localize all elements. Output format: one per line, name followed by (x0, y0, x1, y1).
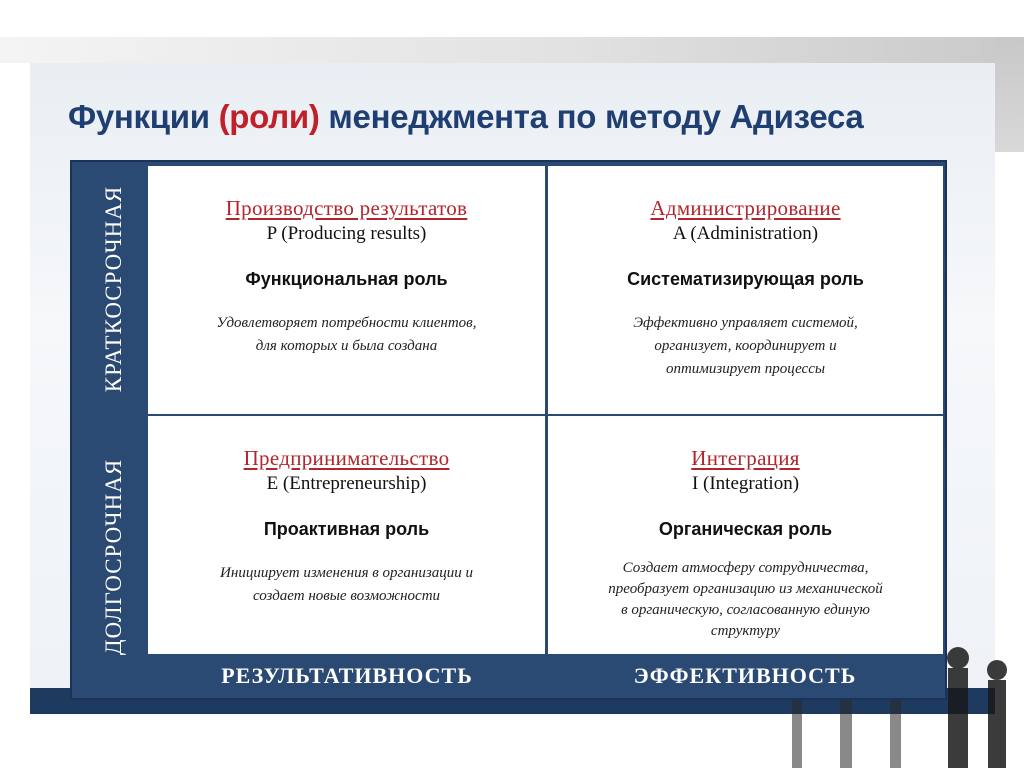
cell-role: Функциональная роль (245, 269, 448, 289)
cell-heading: Администрирование (650, 196, 841, 220)
cell-subheading: P (Producing results) (266, 223, 427, 244)
cell-subheading: I (Integration) (691, 473, 800, 494)
cell-heading: Производство результатов (225, 196, 468, 220)
title-accent: (роли) (218, 98, 320, 135)
cell-role: Проактивная роль (263, 519, 430, 539)
row-label-long-term: ДОЛГОСРОЧНАЯ (101, 458, 126, 656)
cell-administration (548, 166, 943, 414)
cell-description: Эффективно управляет системой, организует, координирует и оптимизирует процессы (633, 315, 858, 377)
cell-integration (548, 416, 943, 654)
cell-producing-results (148, 166, 545, 414)
cell-role: Органическая роль (658, 519, 833, 539)
right-decor-band (995, 37, 1024, 152)
page-title (68, 98, 863, 136)
column-label-efficiency: ЭФФЕКТИВНОСТЬ (633, 663, 857, 688)
cell-heading: Предпринимательство (243, 446, 450, 470)
column-label-effectiveness: РЕЗУЛЬТАТИВНОСТЬ (221, 663, 473, 688)
top-decor-band (0, 37, 1024, 63)
cell-role: Систематизирующая роль (627, 269, 864, 289)
cell-description: Удовлетворяет потребности клиентов, для которых и была создана (216, 315, 477, 354)
cell-subheading: E (Entrepreneurship) (266, 473, 427, 494)
cell-entrepreneurship (148, 416, 545, 654)
title-part-1: Функции (68, 98, 219, 135)
cell-subheading: A (Administration) (672, 223, 819, 244)
cell-description: Инициирует изменения в организации и создает новые возможности (220, 565, 473, 604)
cell-description: Создает атмосферу сотрудничества, преобразует организацию из механической в органическую, согласованную единую структуру (608, 560, 883, 639)
title-part-3: менеджмента по методу Адизеса (319, 98, 864, 135)
cell-heading: Интеграция (691, 446, 800, 470)
row-label-short-term: КРАТКОСРОЧНАЯ (101, 185, 126, 393)
